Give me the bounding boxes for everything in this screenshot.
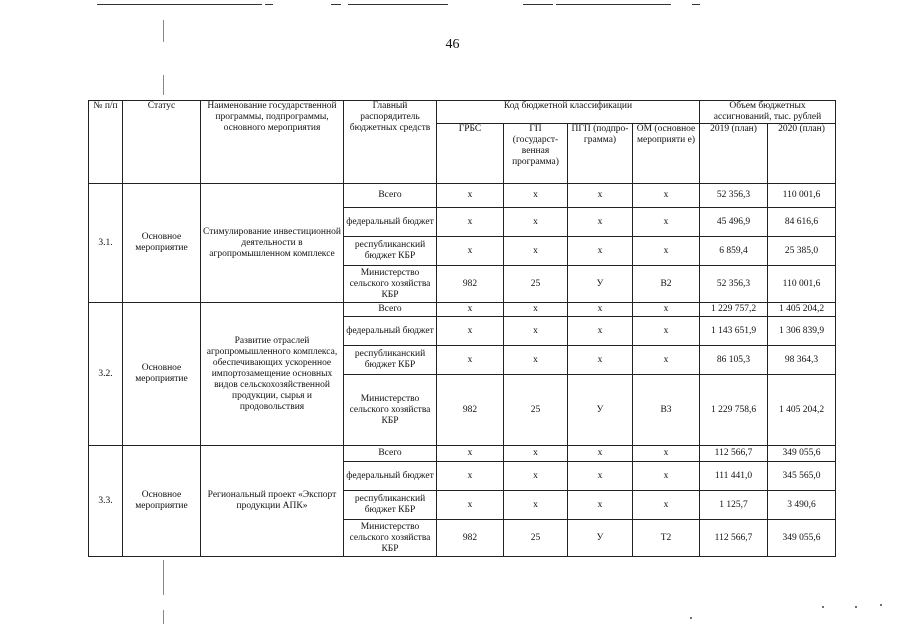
cell-grbs: 982 (437, 375, 504, 446)
row-name: Региональный проект «Экспорт продукции АПК» (201, 446, 344, 557)
cell-admin: федеральный бюджет (344, 317, 437, 346)
cell-grbs: х (437, 446, 504, 462)
cell-pgp: х (568, 346, 633, 375)
top-rule (265, 4, 273, 5)
cell-pgp: х (568, 303, 633, 317)
cell-gp: х (504, 303, 568, 317)
top-rule (692, 4, 700, 5)
cell-grbs: х (437, 317, 504, 346)
cell-2019: 86 105,3 (700, 346, 768, 375)
cell-admin: Министерство сельского хозяйства КБР (344, 375, 437, 446)
cell-om: х (633, 346, 700, 375)
cell-pgp: У (568, 266, 633, 303)
row-name: Стимулирование инвестиционной деятельности в агропромышленном комплексе (201, 184, 344, 303)
scan-mark (163, 560, 164, 595)
table-row (89, 446, 836, 462)
top-rule (331, 4, 341, 5)
cell-gp: х (504, 317, 568, 346)
cell-gp: х (504, 184, 568, 208)
cell-2019: 112 566,7 (700, 446, 768, 462)
cell-2020: 110 001,6 (768, 184, 836, 208)
page-number: 46 (445, 37, 460, 52)
cell-2019: 52 356,3 (700, 266, 768, 303)
cell-2020: 84 616,6 (768, 208, 836, 237)
cell-om: х (633, 184, 700, 208)
cell-admin: федеральный бюджет (344, 462, 437, 491)
header-2019: 2019 (план) (700, 124, 768, 184)
cell-om: х (633, 491, 700, 520)
header-grbs: ГРБС (437, 124, 504, 184)
row-number: 3.3. (89, 446, 123, 557)
budget-table (88, 100, 836, 557)
cell-gp: 25 (504, 266, 568, 303)
cell-grbs: х (437, 462, 504, 491)
cell-2019: 112 566,7 (700, 520, 768, 557)
cell-grbs: х (437, 208, 504, 237)
top-rule (523, 4, 553, 5)
cell-om: В3 (633, 375, 700, 446)
cell-2019: 45 496,9 (700, 208, 768, 237)
row-number: 3.1. (89, 184, 123, 303)
cell-admin: Министерство сельского хозяйства КБР (344, 520, 437, 557)
cell-gp: х (504, 208, 568, 237)
cell-pgp: У (568, 375, 633, 446)
cell-2019: 1 125,7 (700, 491, 768, 520)
top-rule (97, 4, 262, 5)
cell-gp: х (504, 346, 568, 375)
header-om: ОМ (основное мероприяти е) (633, 124, 700, 184)
cell-2020: 3 490,6 (768, 491, 836, 520)
cell-2020: 1 405 204,2 (768, 375, 836, 446)
cell-pgp: х (568, 237, 633, 266)
cell-2020: 349 055,6 (768, 520, 836, 557)
row-status: Основное мероприятие (123, 303, 201, 446)
cell-admin: Всего (344, 303, 437, 317)
header-num: № п/п (89, 101, 123, 184)
cell-grbs: х (437, 303, 504, 317)
cell-gp: х (504, 491, 568, 520)
cell-grbs: х (437, 184, 504, 208)
cell-gp: 25 (504, 520, 568, 557)
cell-2020: 98 364,3 (768, 346, 836, 375)
cell-2019: 1 229 757,2 (700, 303, 768, 317)
table-row (89, 303, 836, 317)
cell-2020: 25 385,0 (768, 237, 836, 266)
cell-grbs: 982 (437, 520, 504, 557)
top-rule (556, 4, 671, 5)
cell-2020: 1 306 839,9 (768, 317, 836, 346)
cell-admin: федеральный бюджет (344, 208, 437, 237)
scan-speck (822, 606, 824, 608)
cell-om: х (633, 446, 700, 462)
row-status: Основное мероприятие (123, 446, 201, 557)
scan-mark (163, 75, 164, 95)
cell-admin: республиканский бюджет КБР (344, 346, 437, 375)
cell-gp: х (504, 462, 568, 491)
cell-gp: х (504, 237, 568, 266)
header-admin: Главный распорядитель бюджетных средств (344, 101, 437, 184)
header-2020: 2020 (план) (768, 124, 836, 184)
cell-pgp: х (568, 462, 633, 491)
cell-admin: Всего (344, 184, 437, 208)
row-name: Развитие отраслей агропромышленного комплекса, обеспечивающих ускоренное импортозамещение основных видов сельскохозяйственной продукции, сырья и продовольствия (201, 303, 344, 446)
cell-pgp: У (568, 520, 633, 557)
top-rule (348, 4, 448, 5)
row-number: 3.2. (89, 303, 123, 446)
cell-pgp: х (568, 446, 633, 462)
cell-2020: 349 055,6 (768, 446, 836, 462)
cell-pgp: х (568, 317, 633, 346)
cell-grbs: 982 (437, 266, 504, 303)
cell-grbs: х (437, 346, 504, 375)
header-status: Статус (123, 101, 201, 184)
cell-2019: 1 229 758,6 (700, 375, 768, 446)
cell-grbs: х (437, 491, 504, 520)
cell-om: Т2 (633, 520, 700, 557)
cell-pgp: х (568, 491, 633, 520)
cell-2020: 345 565,0 (768, 462, 836, 491)
cell-om: х (633, 208, 700, 237)
cell-om: В2 (633, 266, 700, 303)
cell-admin: республиканский бюджет КБР (344, 237, 437, 266)
scan-speck (880, 604, 882, 606)
cell-admin: республиканский бюджет КБР (344, 491, 437, 520)
header-name: Наименование государственной программы, подпрограммы, основного мероприятия (201, 101, 344, 184)
cell-admin: Всего (344, 446, 437, 462)
cell-om: х (633, 462, 700, 491)
header-pgp: ПГП (подпро-грамма) (568, 124, 633, 184)
cell-2019: 52 356,3 (700, 184, 768, 208)
cell-2019: 111 441,0 (700, 462, 768, 491)
cell-om: х (633, 317, 700, 346)
cell-om: х (633, 237, 700, 266)
cell-2020: 1 405 204,2 (768, 303, 836, 317)
header-gp: ГП (государст-венная программа) (504, 124, 568, 184)
cell-grbs: х (437, 237, 504, 266)
header-bk-code: Код бюджетной классификации (437, 101, 700, 124)
cell-2019: 6 859,4 (700, 237, 768, 266)
table-row (89, 184, 836, 208)
scan-mark (163, 610, 164, 624)
cell-admin: Министерство сельского хозяйства КБР (344, 266, 437, 303)
cell-pgp: х (568, 184, 633, 208)
cell-gp: 25 (504, 375, 568, 446)
cell-gp: х (504, 446, 568, 462)
cell-om: х (633, 303, 700, 317)
cell-2019: 1 143 651,9 (700, 317, 768, 346)
header-volume: Объем бюджетных ассигнований, тыс. рублей (700, 101, 836, 124)
cell-2020: 110 001,6 (768, 266, 836, 303)
row-status: Основное мероприятие (123, 184, 201, 303)
scan-speck (855, 606, 857, 608)
cell-pgp: х (568, 208, 633, 237)
scan-speck (690, 617, 692, 619)
